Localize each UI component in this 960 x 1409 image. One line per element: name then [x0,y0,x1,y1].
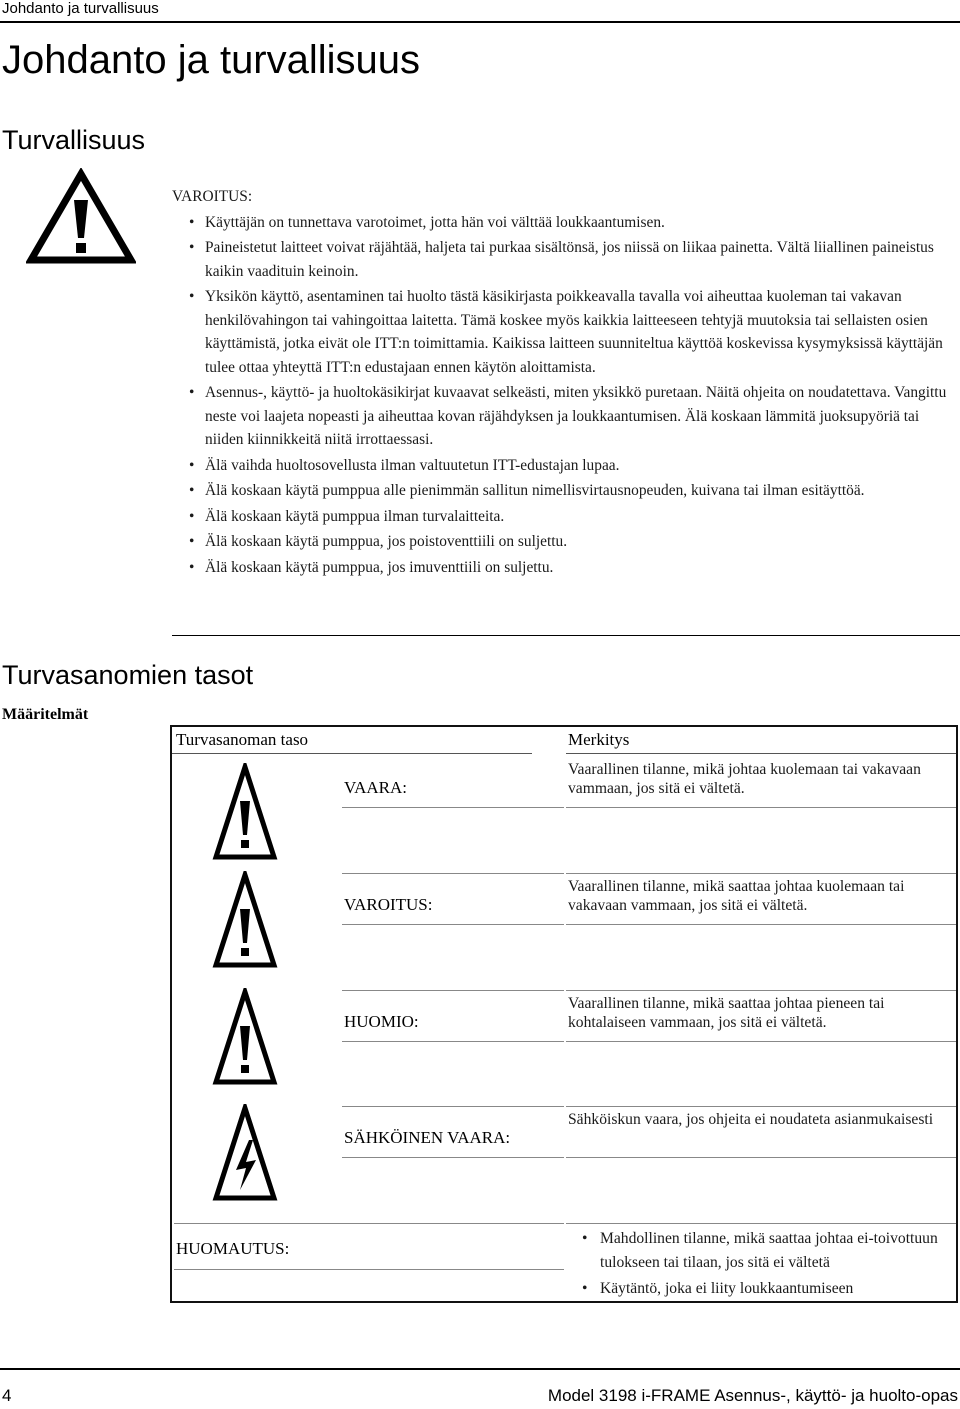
row-rule [342,1106,564,1107]
electrical-hazard-icon [212,1104,278,1202]
header-rule-left [172,753,532,754]
warning-triangle-icon [212,871,278,969]
section-title-safety: Turvallisuus [2,125,146,155]
row-rule [342,990,564,991]
header-rule-right [566,753,956,754]
row-rule [342,924,564,925]
row-rule [566,807,956,808]
row-label-electrical-hazard: SÄHKÖINEN VAARA: [344,1128,511,1147]
side-label-definitions: Määritelmät [2,706,89,723]
row-meaning-caution: Vaarallinen tilanne, mikä saattaa johtaa pieneen tai kohtalaiseen vammaan, jos sitä ei vältetä. [568,995,885,1031]
row-rule [342,873,564,874]
row-rule [566,1223,956,1224]
footer-title: Model 3198 i-FRAME Asennus-, käyttö- ja huolto-opas [547,1386,958,1405]
warning-triangle-icon [212,763,278,861]
row-meaning-warning: Vaarallinen tilanne, mikä saattaa johtaa kuolemaan tai vakavaan vammaan, jos sitä ei vältetä. [568,878,905,914]
list-item: • Älä koskaan käytä pumppua alle pienimmän sallitun nimellisvirtausnopeuden, kuivana tai ilman esitäyttöä. [172,479,960,503]
row-rule [566,924,956,925]
footer-rule [0,1368,960,1370]
page-title: Johdanto ja turvallisuus [2,38,421,82]
warning-triangle-icon [212,988,278,1086]
safety-warning-block [172,185,960,579]
notice-list [568,1227,953,1303]
row-label-notice: HUOMAUTUS: [176,1239,290,1258]
warning-triangle-icon [26,168,136,264]
list-item: • Mahdollinen tilanne, mikä saattaa johtaa ei-toivottuun tulokseen tai tilaan, jos sitä ei vältetä [568,1227,953,1275]
row-rule [174,1269,564,1270]
row-meaning-danger: Vaarallinen tilanne, mikä johtaa kuolemaan tai vakavaan vammaan, jos sitä ei vältetä. [568,761,921,797]
list-item: • Käyttäjän on tunnettava varotoimet, jotta hän voi välttää loukkaantumisen. [172,211,960,235]
row-rule [566,990,956,991]
list-item: • Yksikön käyttö, asentaminen tai huolto tästä käsikirjasta poikkeavalla tavalla voi aiheuttaa kuoleman tai vakavan henkilövahingon tai vahingoittaa laitetta. Tämä koskee myös kaikkia laitteeseen tehtyjä muutoksia tai sellaisten osien käyttämistä, jotka eivät ole ITT:n toimittamia. Kaikissa laitteen suunniteltua käyttöä koskevissa kysymyksissä käyttäjän tulee ottaa yhteyttä ITT:n edustajaan ennen käytön aloittamista. [172,285,960,379]
row-rule [174,1223,564,1224]
section-divider [172,635,960,636]
safety-levels-table [170,725,958,1303]
row-label-warning: VAROITUS: [344,895,433,914]
list-item: • Älä vaihda huoltosovellusta ilman valtuutetun ITT-edustajan lupaa. [172,454,960,478]
row-label-danger: VAARA: [344,778,407,797]
column-header-level: Turvasanoman taso [176,730,309,749]
row-rule [566,1041,956,1042]
list-item: • Älä koskaan käytä pumppua ilman turvalaitteita. [172,505,960,529]
safety-warning-list [172,211,960,580]
warning-label: VAROITUS: [172,188,253,205]
column-header-meaning: Merkitys [568,730,630,749]
section-title-levels: Turvasanomien tasot [2,660,254,690]
row-rule [566,1106,956,1107]
list-item: • Paineistetut laitteet voivat räjähtää, haljeta tai purkaa sisältönsä, jos niissä on liikaa painetta. Vältä liiallinen paineistus kaikin vaadituin keinoin. [172,236,960,283]
list-item: • Älä koskaan käytä pumppua, jos poistoventtiili on suljettu. [172,530,960,554]
row-meaning-electrical-hazard: Sähköiskun vaara, jos ohjeita ei noudateta asianmukaisesti [568,1111,934,1128]
list-item: • Asennus-, käyttö- ja huoltokäsikirjat kuvaavat selkeästi, miten yksikkö puretaan. Näitä ohjeita on noudatettava. Vangittu neste voi laajeta nopeasti ja aiheuttaa kovan räjähdyksen ja loukkaantumisen. Älä koskaan lämmitä juoksupyöriä tai niiden kiinnikkeitä niitä irrottaessasi. [172,381,960,452]
list-item: • Käytäntö, joka ei liity loukkaantumiseen [568,1277,953,1301]
header-rule [0,21,960,23]
row-label-caution: HUOMIO: [344,1012,419,1031]
page-number: 4 [2,1386,12,1405]
running-header: Johdanto ja turvallisuus [2,0,159,17]
row-rule [342,1157,564,1158]
row-rule [566,1157,956,1158]
row-rule [342,1041,564,1042]
row-rule [342,807,564,808]
row-rule [566,873,956,874]
list-item: • Älä koskaan käytä pumppua, jos imuventtiili on suljettu. [172,556,960,580]
